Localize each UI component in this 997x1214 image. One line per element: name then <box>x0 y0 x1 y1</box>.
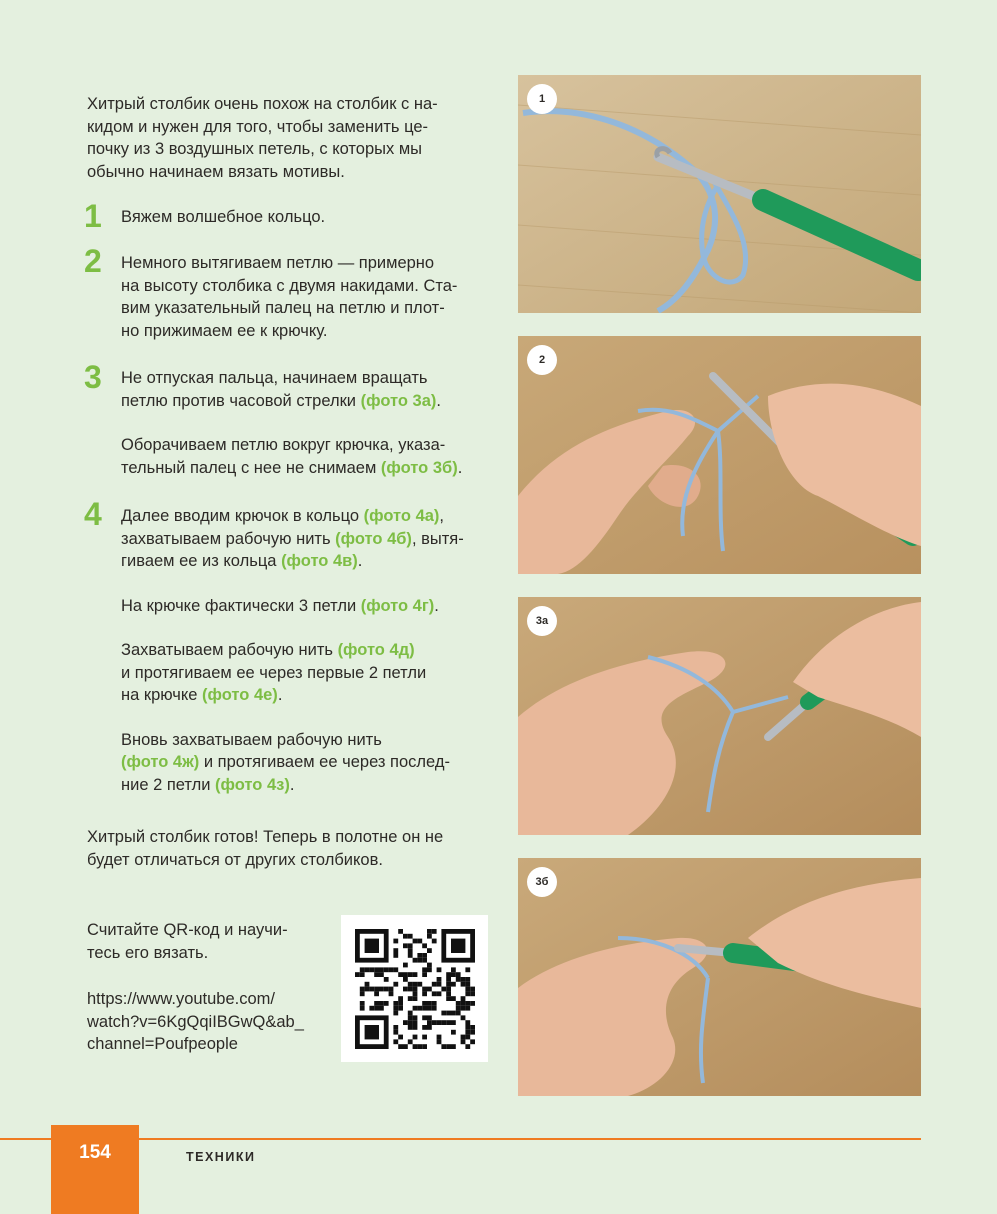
qr-code[interactable] <box>341 915 488 1062</box>
intro-line: почку из 3 воздушных петель, с которых мы <box>87 140 423 158</box>
step-line <box>121 639 491 662</box>
step-1-text <box>121 206 491 229</box>
qr-caption-line: тесь его вязать. <box>87 943 209 962</box>
step-text: ние 2 петли <box>121 775 216 794</box>
step-number-4: 4 <box>84 496 102 532</box>
step-text: тельный палец с нее не снимаем <box>121 458 381 477</box>
step-number-1: 1 <box>84 198 102 234</box>
step-line <box>121 505 491 528</box>
step-text: Далее вводим крючок в кольцо <box>121 507 364 525</box>
outro-line: Хитрый столбик готов! Теперь в полотне он не <box>87 828 444 846</box>
photo-ref-4g: (фото 4г) <box>360 596 435 615</box>
qr-url-line: https://www.youtube.com/ <box>87 990 276 1008</box>
qr-code-icon <box>341 915 488 1062</box>
photo-3a <box>518 597 921 835</box>
step-line: и протягиваем ее через первые 2 петли <box>121 663 427 682</box>
step-text: гиваем ее из кольца <box>121 552 282 570</box>
page-number: 154 <box>79 1142 111 1163</box>
step-text: На крючке фактически 3 петли <box>121 596 361 615</box>
step-line: Оборачиваем петлю вокруг крючка, указа- <box>121 436 446 454</box>
step-line: Вяжем волшебное кольцо. <box>121 208 326 226</box>
photo-ref-4zh: (фото 4ж) <box>121 753 200 771</box>
punct: . <box>277 686 283 704</box>
intro-paragraph <box>87 93 487 183</box>
step-line <box>121 751 491 774</box>
photo-ref-4d: (фото 4д) <box>337 641 415 659</box>
punct: . <box>289 775 295 794</box>
photo-3b-image <box>518 858 921 1096</box>
step-2-text <box>121 252 491 342</box>
step-line <box>121 774 491 797</box>
photo-1 <box>518 75 921 313</box>
punct: , <box>439 507 445 525</box>
punct: . <box>457 458 463 477</box>
photo-ref-4e: (фото 4е) <box>202 686 278 704</box>
intro-line: обычно начинаем вязать мотивы. <box>87 162 345 181</box>
intro-line: Хитрый столбик очень похож на столбик с на- <box>87 95 438 113</box>
photo-ref-4a: (фото 4а) <box>363 507 440 525</box>
qr-caption-line: Считайте QR-код и научи- <box>87 921 288 939</box>
step-text: , вытя- <box>411 529 464 548</box>
photo-label: 2 <box>527 345 557 375</box>
qr-url[interactable] <box>87 988 347 1056</box>
photo-3a-image <box>518 597 921 835</box>
step-line <box>121 684 491 707</box>
step-4-text <box>121 505 491 796</box>
qr-url-line: channel=Poufpeople <box>87 1035 238 1053</box>
page-number-box <box>51 1125 139 1214</box>
step-line: вим указательный палец на петлю и плот- <box>121 299 445 317</box>
step-text: Захватываем рабочую нить <box>121 641 338 659</box>
qr-url-line: watch?v=6KgQqiIBGwQ&ab_ <box>87 1012 304 1031</box>
step-line <box>121 528 491 551</box>
step-line <box>121 550 491 573</box>
step-text: петлю против часовой стрелки <box>121 391 361 410</box>
punct: . <box>434 596 439 615</box>
step-line: на высоту столбика с двумя накидами. Ста- <box>121 276 458 295</box>
photo-2-image <box>518 336 921 574</box>
step-number-3: 3 <box>84 359 102 395</box>
photo-ref-3a: (фото 3а) <box>360 391 437 410</box>
step-line: Вновь захватываем рабочую нить <box>121 730 382 749</box>
outro-paragraph <box>87 826 497 871</box>
photo-1-image <box>518 75 921 313</box>
step-line: Не отпуская пальца, начинаем вращать <box>121 369 428 387</box>
step-text: захватываем рабочую нить <box>121 529 336 548</box>
photo-label: 3а <box>527 606 557 636</box>
step-line <box>121 390 491 413</box>
step-number-2: 2 <box>84 243 102 279</box>
photo-ref-4z: (фото 4з) <box>215 775 290 794</box>
photo-ref-4b: (фото 4б) <box>335 529 412 548</box>
photo-3b <box>518 858 921 1096</box>
photo-2 <box>518 336 921 574</box>
photo-label: 3б <box>527 867 557 897</box>
qr-caption <box>87 919 337 964</box>
punct: . <box>357 552 363 570</box>
step-line: но прижимаем ее к крючку. <box>121 321 328 340</box>
step-line: Немного вытягиваем петлю — примерно <box>121 254 435 272</box>
step-text: на крючке <box>121 686 203 704</box>
step-line <box>121 457 491 480</box>
step-text: и протягиваем ее через послед- <box>199 753 450 771</box>
outro-line: будет отличаться от других столбиков. <box>87 850 383 869</box>
intro-line: кидом и нужен для того, чтобы заменить це- <box>87 117 429 136</box>
punct: . <box>436 391 441 410</box>
photo-ref-3b: (фото 3б) <box>380 458 458 477</box>
section-title: ТЕХНИКИ <box>186 1150 256 1164</box>
photo-label: 1 <box>527 84 557 114</box>
step-3-text <box>121 367 491 479</box>
step-line <box>121 595 491 618</box>
photo-ref-4v: (фото 4в) <box>281 552 358 570</box>
